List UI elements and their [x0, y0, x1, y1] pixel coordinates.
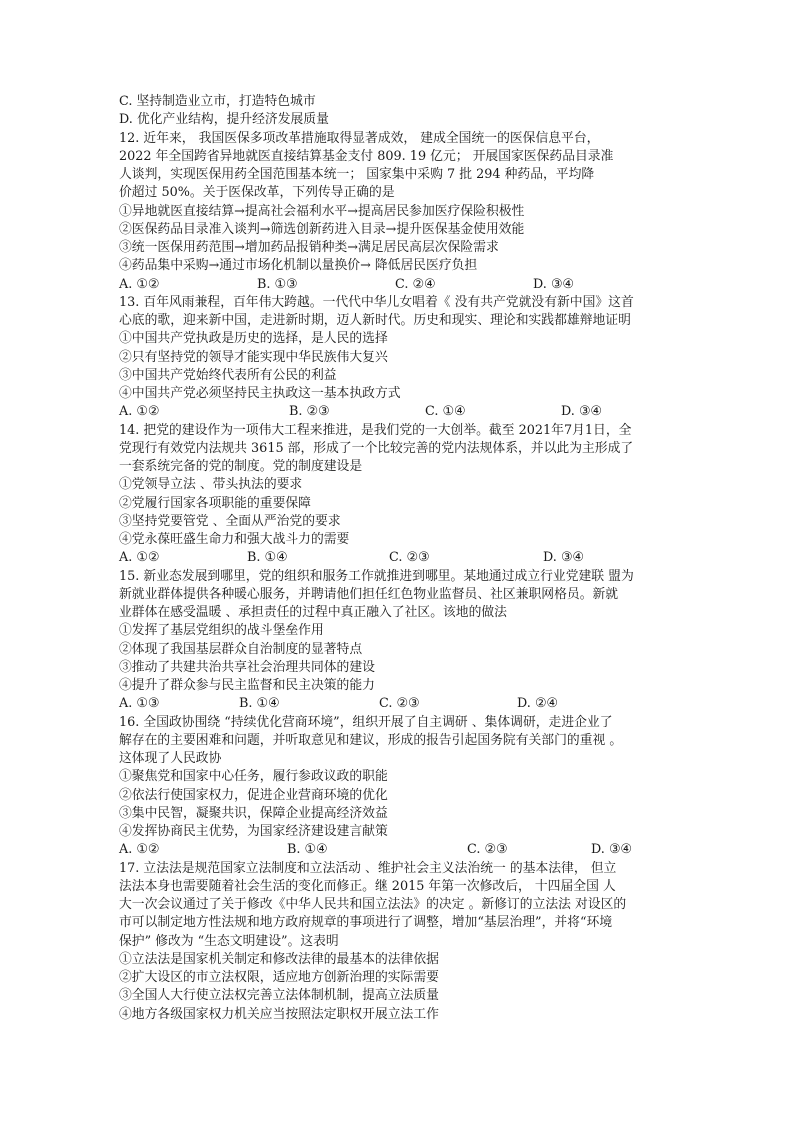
question-12	[119, 130, 679, 294]
question-stem: 法法本身也需要随着社会生活的变化而修正。继 2015 年第一次修改后， 十四届全国 人	[119, 878, 616, 894]
statement-item: ③中国共产党始终代表所有公民的利益	[119, 367, 337, 383]
answer-options	[119, 695, 679, 713]
answer-option-c: C. ②③	[467, 842, 508, 858]
question-stem: 大一次会议通过了关于修改《中华人民共和国立法法》的决定 。新修订的立法法 对设区的	[119, 897, 627, 912]
statement-item: ②体现了我国基层群众自治制度的显著特点	[119, 641, 363, 657]
statement-item: ①异地就医直接结算→提高社会福利水平→提高居民参加医疗保险积极性	[119, 203, 525, 219]
answer-option-d: D. ③④	[533, 276, 574, 292]
answer-option-d: D. ③④	[543, 550, 584, 566]
answer-option-d: D. ③④	[591, 842, 632, 858]
statement-item: ②医保药品目录准入谈判→筛选创新药进入目录→提升医保基金使用效能	[119, 221, 525, 237]
question-stem: 人谈判，实现医保用药全国范围基本统一； 国家集中采购 7 批 294 种药品，平均降	[119, 167, 595, 182]
statement-item: ①发挥了基层党组织的战斗堡垒作用	[119, 623, 324, 639]
question-17	[119, 860, 679, 1024]
statement-item: ④发挥协商民主优势，为国家经济建设建言献策	[119, 824, 388, 839]
question-13	[119, 294, 679, 422]
question-stem: 新就业群体提供各种暖心服务，并聘请他们担任红色物业监督员、社区兼职网格员。新就	[119, 586, 619, 602]
statement-item: ①中国共产党执政是历史的选择，是人民的选择	[119, 331, 388, 347]
answer-option-c: C. ②③	[379, 696, 420, 712]
answer-option-b: B. ①③	[257, 276, 298, 292]
statement-item: ④党永葆旺盛生命力和强大战斗力的需要	[119, 532, 350, 547]
answer-option-a: A. ①③	[119, 696, 160, 712]
statement-item: ②只有坚持党的领导才能实现中华民族伟大复兴	[119, 349, 388, 365]
question-stem: 17. 立法法是规范国家立法制度和立法活动 、维护社会主义法治统一 的基本法律， 但立	[119, 860, 617, 876]
answer-option-a: A. ①②	[119, 842, 160, 858]
statement-item: ①党领导立法 、带头执法的要求	[119, 477, 303, 493]
question-stem: 保护” 修改为 “生态文明建设”。这表明	[119, 933, 339, 949]
statement-item: ④药品集中采购→通过市场化机制以量换价→ 降低居民医疗负担	[119, 258, 478, 274]
answer-option-b: B. ②③	[289, 404, 330, 420]
answer-option-c: C. ②④	[395, 276, 436, 292]
question-stem: 13. 百年风雨兼程，百年伟大跨越。一代代中华儿女唱着《 没有共产党就没有新中国》这首	[119, 294, 634, 310]
answer-option-a: A. ①②	[119, 276, 160, 292]
answer-option-d: D. ③④	[561, 404, 602, 420]
statement-item: ③集中民智，凝聚共识，保障企业提高经济效益	[119, 805, 388, 821]
answer-options	[119, 403, 679, 421]
question-14	[119, 422, 679, 568]
answer-options	[119, 841, 679, 859]
statement-item: ④提升了群众参与民主监督和民主决策的能力	[119, 678, 375, 693]
option-d: D. 优化产业结构，提升经济发展质量	[119, 112, 329, 128]
question-stem: 价超过 50%。关于医保改革，下列传导正确的是	[119, 185, 395, 201]
statement-item: ②扩大设区的市立法权限，适应地方创新治理的实际需要	[119, 970, 439, 985]
answer-option-b: B. ①④	[247, 550, 288, 566]
question-stem: 16. 全国政协围绕 “持续优化营商环境”，组织开展了自主调研 、集体调研，走进企业了	[119, 714, 613, 730]
exam-page	[119, 93, 679, 1024]
question-stem: 业群体在感受温暖 、承担责任的过程中真正融入了社区。该地的做法	[119, 605, 507, 620]
question-16	[119, 714, 679, 860]
question-stem: 15. 新业态发展到哪里，党的组织和服务工作就推进到哪里。某地通过成立行业党建联 盟为	[119, 568, 634, 584]
answer-option-a: A. ①②	[119, 550, 160, 566]
statement-item: ①聚焦党和国家中心任务，履行参政议政的职能	[119, 769, 388, 785]
answer-option-b: B. ①④	[287, 842, 328, 858]
statement-item: ③推动了共建共治共享社会治理共同体的建设	[119, 659, 375, 675]
question-stem: 党现行有效党内法规共 3615 部，形成了一个比较完善的党内法规体系，并以此为主形成了	[119, 440, 634, 456]
statement-item: ④地方各级国家权力机关应当按照法定职权开展立法工作	[119, 1006, 439, 1022]
answer-options	[119, 276, 679, 294]
answer-option-d: D. ②④	[517, 696, 558, 712]
answer-options	[119, 549, 679, 567]
question-stem: 解存在的主要困难和问题，并听取意见和建议，形成的报告引起国务院有关部门的重视 。	[119, 732, 623, 748]
question-stem: 12. 近年来， 我国医保多项改革措施取得显著成效， 建成全国统一的医保信息平台，	[119, 130, 600, 146]
option-c: C. 坚持制造业立市，打造特色城市	[119, 94, 316, 109]
answer-option-c: C. ②③	[389, 550, 430, 566]
statement-item: ③坚持党要管党 、全面从严治党的要求	[119, 513, 341, 529]
answer-option-b: B. ①④	[239, 696, 280, 712]
statement-item: ③全国人大行使立法权完善立法体制机制，提高立法质量	[119, 988, 439, 1004]
statement-item: ①立法法是国家机关制定和修改法律的最基本的法律依据	[119, 951, 439, 967]
question-stem: 心底的歌，迎来新中国，走进新时期，迈人新时代。历史和现实、理论和实践都雄辩地证明	[119, 313, 631, 328]
question-stem: 2022 年全国跨省异地就医直接结算基金支付 809. 19 亿元； 开展国家医保药品目录准	[119, 148, 614, 164]
statement-item: ③统一医保用药范围→增加药品报销种类→满足居民高层次保险需求	[119, 240, 499, 255]
question-stem: 14. 把党的建设作为一项伟大工程来推进，是我们党的一大创举。截至 2021年7月1日，全	[119, 422, 632, 438]
answer-option-c: C. ①④	[425, 404, 466, 420]
question-15	[119, 568, 679, 714]
statement-item: ②党履行国家各项职能的重要保障	[119, 495, 311, 511]
answer-option-a: A. ①②	[119, 404, 160, 420]
statement-item: ④中国共产党必须坚持民主执政这一基本执政方式	[119, 386, 401, 401]
question-stem: 这体现了人民政协	[119, 751, 222, 766]
question-stem: 一套系统完备的党的制度。党的制度建设是	[119, 459, 363, 474]
question-stem: 市可以制定地方性法规和地方政府规章的事项进行了调整，增加“基层治理”，并将“环境	[119, 915, 613, 931]
statement-item: ②依法行使国家权力，促进企业营商环境的优化	[119, 787, 388, 803]
